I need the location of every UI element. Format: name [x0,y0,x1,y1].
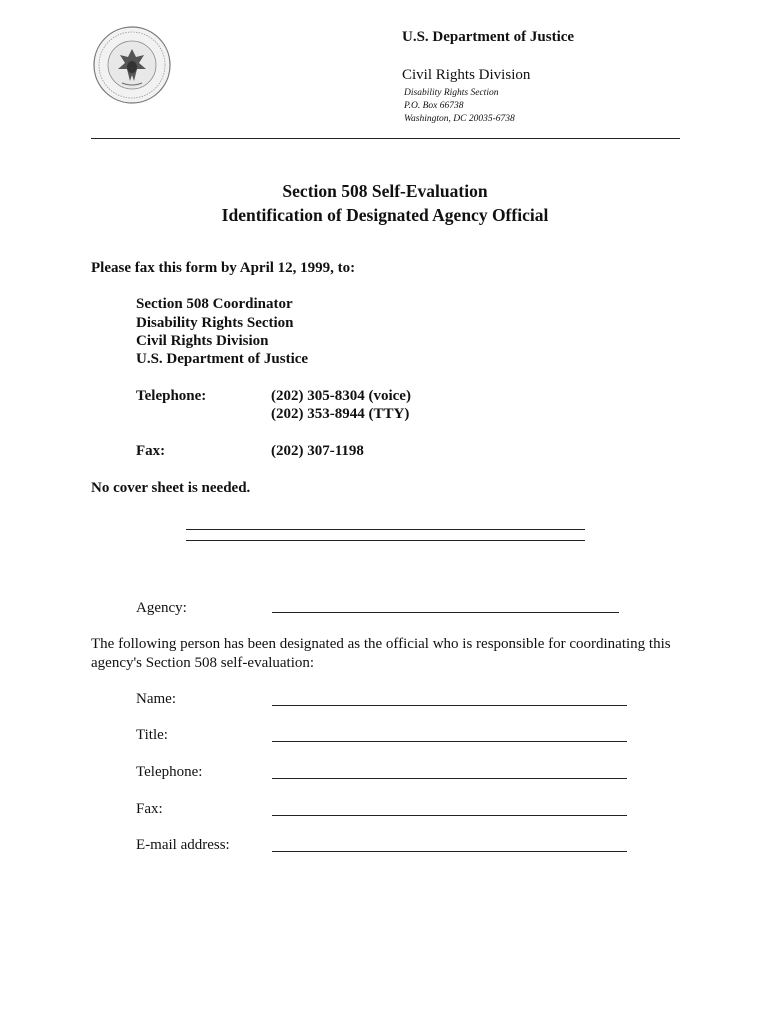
recipient-line: U.S. Department of Justice [136,351,309,367]
header-divider [91,138,680,139]
email-input-line[interactable] [272,851,627,852]
fax-number: (202) 307-1198 [271,443,364,459]
title-input-line[interactable] [272,741,627,742]
designation-text: The following person has been designated as the official who is responsible for coordinating this [91,636,671,652]
page-title: Section 508 Self-Evaluation [282,181,488,201]
division-name: Civil Rights Division [402,67,531,83]
agency-input-line[interactable] [272,612,619,613]
recipient-line: Section 508 Coordinator [136,296,293,312]
city-address: Washington, DC 20035-6738 [404,114,515,124]
fax-input-line[interactable] [272,815,627,816]
name-label: Name: [136,691,176,707]
separator-line [186,529,585,530]
telephone-field-label: Telephone: [136,764,203,780]
recipient-line: Disability Rights Section [136,315,294,331]
po-box: P.O. Box 66738 [404,101,464,111]
cover-sheet-note: No cover sheet is needed. [91,480,251,496]
department-name: U.S. Department of Justice [402,29,575,45]
designation-text: agency's Section 508 self-evaluation: [91,655,315,671]
page-subtitle: Identification of Designated Agency Official [221,205,549,225]
agency-label: Agency: [136,600,187,616]
telephone-input-line[interactable] [272,778,627,779]
section-name: Disability Rights Section [404,88,499,98]
email-label: E-mail address: [136,837,230,853]
department-seal-logo [92,25,172,105]
name-input-line[interactable] [272,705,627,706]
fax-prompt: Please fax this form by April 12, 1999, to: [91,260,356,276]
title-label: Title: [136,727,168,743]
telephone-tty: (202) 353-8944 (TTY) [271,406,410,422]
fax-field-label: Fax: [136,801,163,817]
telephone-label: Telephone: [136,388,207,404]
fax-label: Fax: [136,443,166,459]
telephone-voice: (202) 305-8304 (voice) [271,388,411,404]
separator-line [186,540,585,541]
recipient-line: Civil Rights Division [136,333,269,349]
